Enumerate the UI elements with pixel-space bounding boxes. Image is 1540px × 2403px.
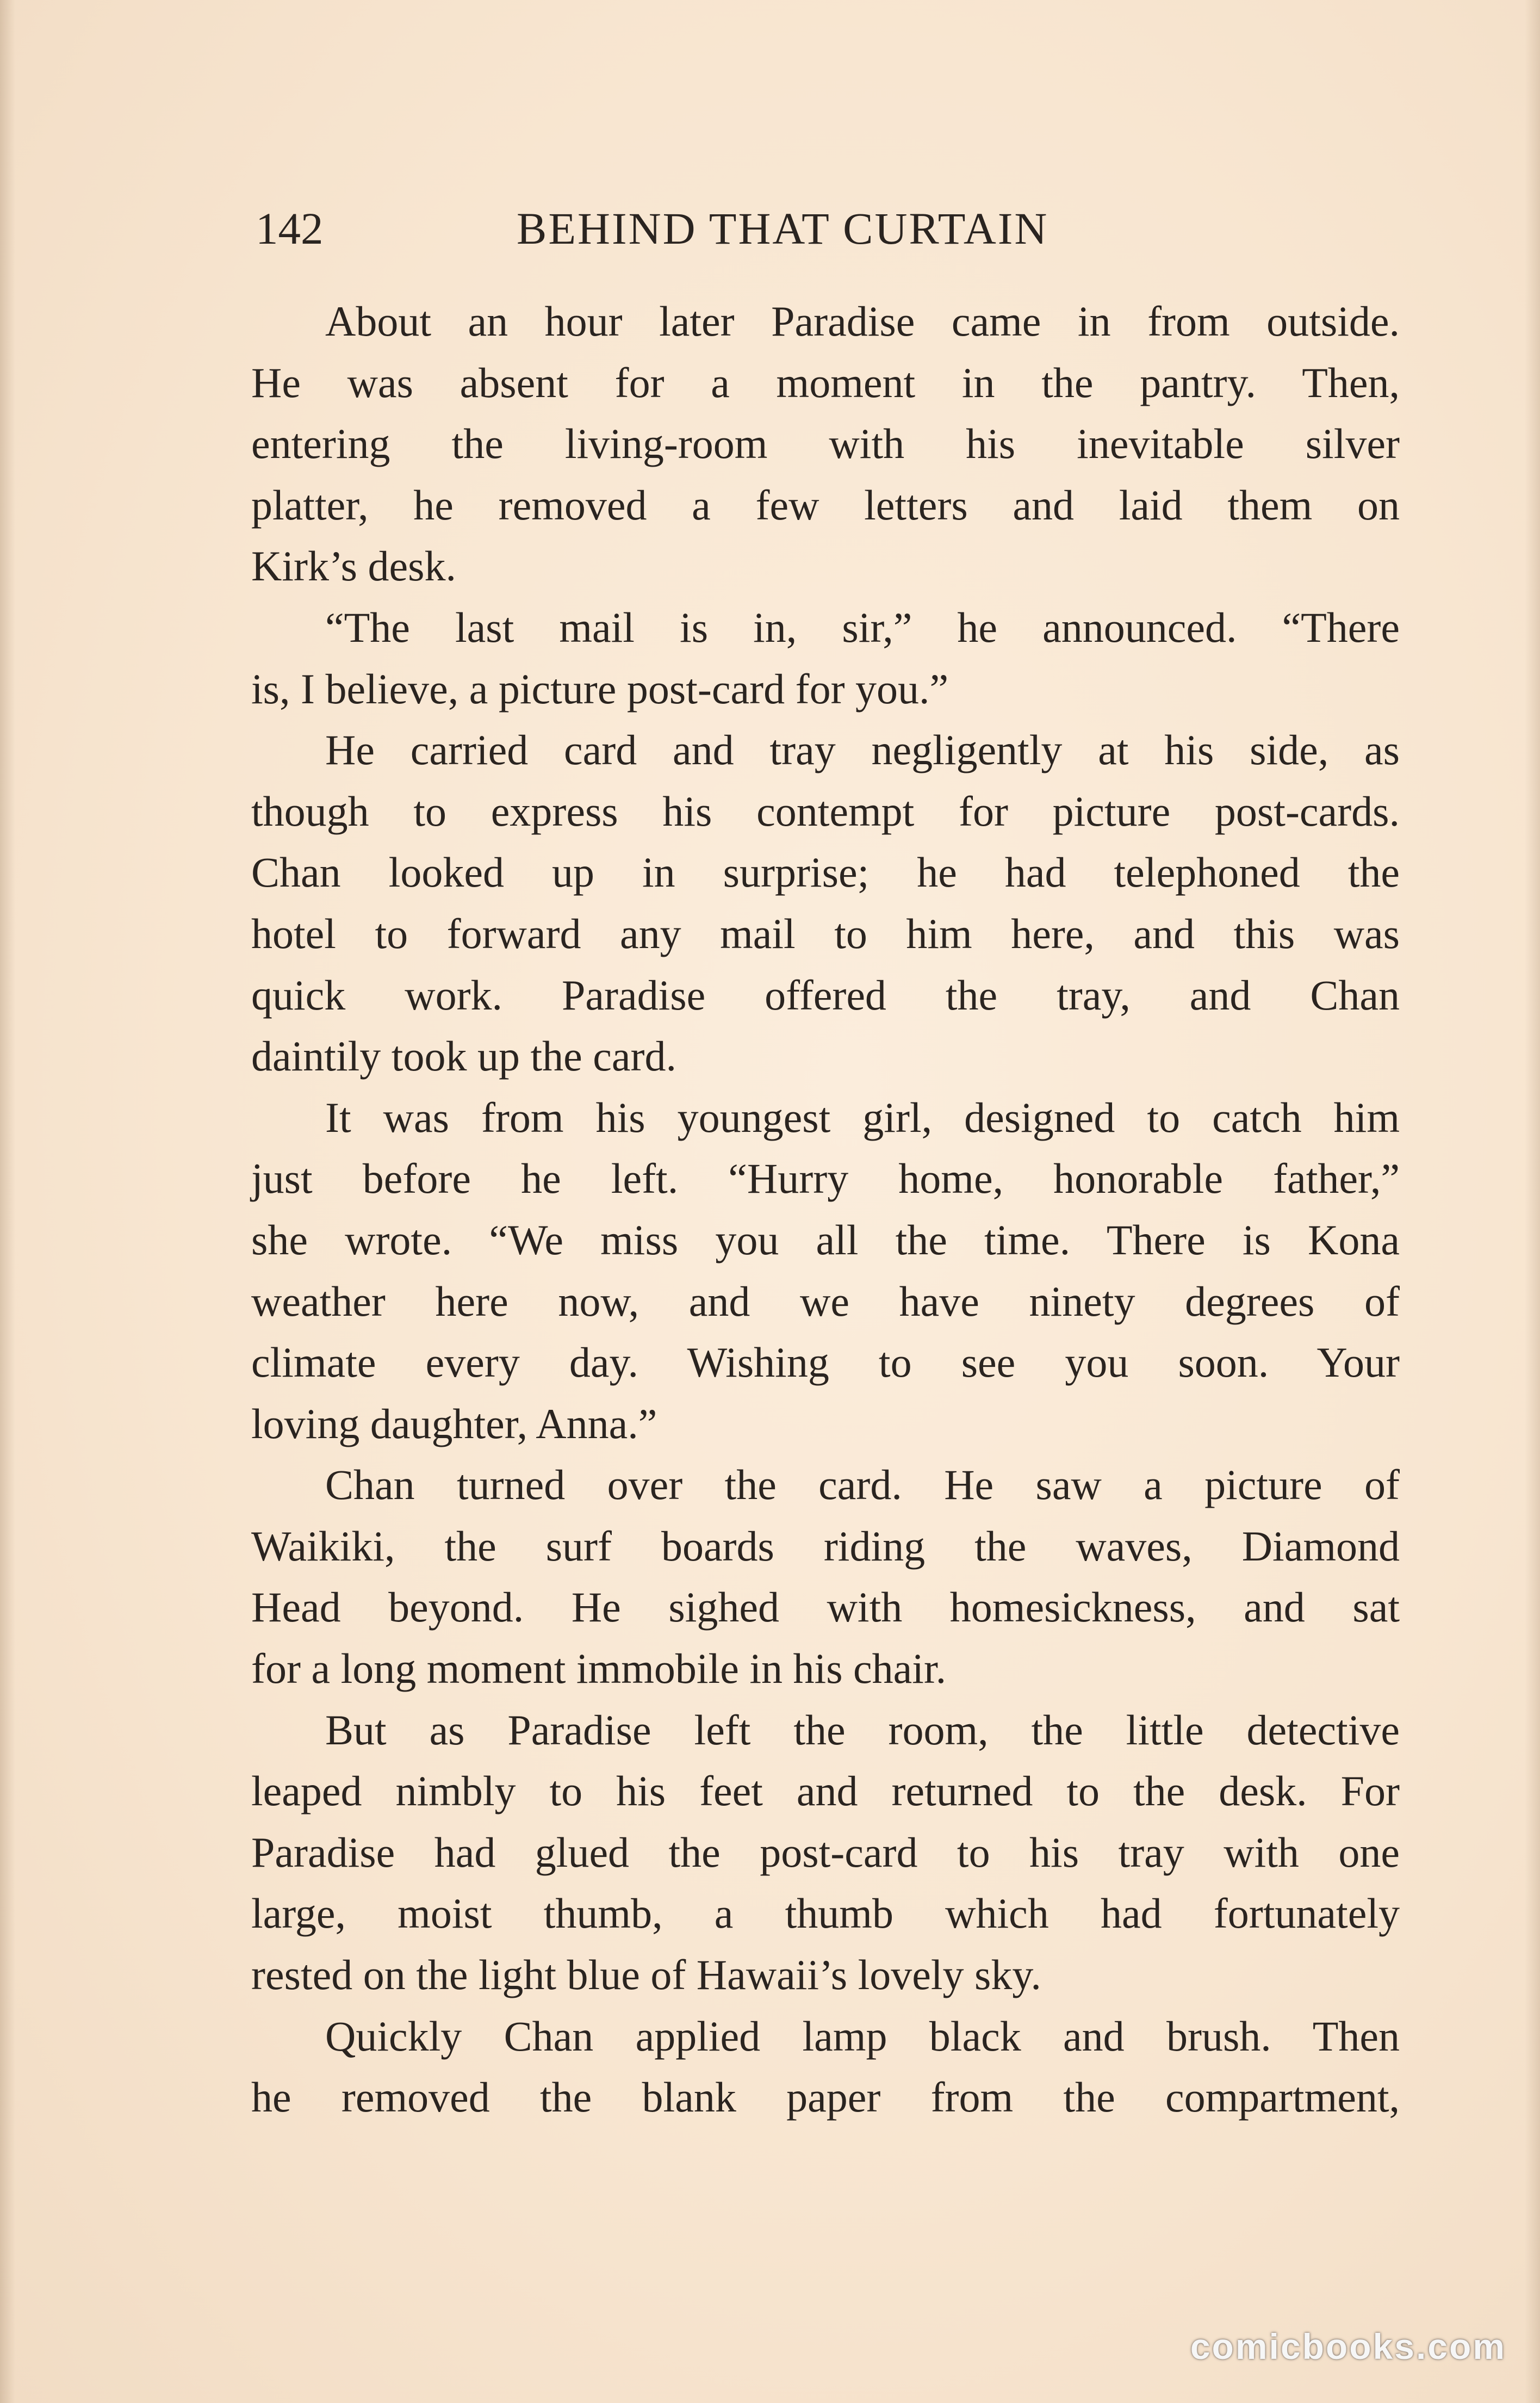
running-head — [256, 196, 1180, 261]
text-line: hotel to forward any mail to him here, and this was — [251, 909, 1400, 957]
text-line: weather here now, and we have ninety degrees of — [251, 1277, 1400, 1325]
text-line: platter, he removed a few letters and laid them on — [251, 481, 1400, 529]
page-edge-shadow-right — [1525, 0, 1540, 2403]
text-line: quick work. Paradise offered the tray, and Chan — [251, 971, 1400, 1019]
text-line: loving daughter, Anna.” — [251, 1399, 657, 1447]
text-line: is, I believe, a picture post-card for you.” — [251, 665, 949, 713]
text-line: Paradise had glued the post-card to his tray with one — [251, 1828, 1400, 1876]
page-edge-shadow-left — [0, 0, 15, 2403]
text-line: just before he left. “Hurry home, honorable father,” — [251, 1155, 1400, 1203]
text-line: rested on the light blue of Hawaii’s lovely sky. — [251, 1951, 1041, 1999]
text-line: Waikiki, the surf boards riding the waves, Diamond — [251, 1522, 1400, 1570]
text-line: He carried card and tray negligently at his side, as — [325, 726, 1400, 774]
running-title: BEHIND THAT CURTAIN — [517, 203, 1049, 253]
text-line: About an hour later Paradise came in from outside. — [325, 298, 1400, 345]
text-line: entering the living-room with his inevitable silver — [251, 420, 1400, 468]
text-line: large, moist thumb, a thumb which had fortunately — [251, 1890, 1400, 1937]
text-line: he removed the blank paper from the compartment, — [251, 2073, 1400, 2121]
page-number: 142 — [256, 203, 324, 253]
body-text — [251, 291, 1400, 2128]
text-line: for a long moment immobile in his chair. — [251, 1645, 947, 1693]
text-line: He was absent for a moment in the pantry. Then, — [251, 358, 1400, 406]
text-line: leaped nimbly to his feet and returned to the desk. For — [251, 1767, 1400, 1815]
text-line: Kirk’s desk. — [251, 542, 456, 590]
text-line: climate every day. Wishing to see you soon. Your — [251, 1339, 1400, 1386]
text-line: But as Paradise left the room, the little detective — [325, 1706, 1400, 1754]
text-line: “The last mail is in, sir,” he announced. “There — [325, 603, 1400, 651]
text-line: Head beyond. He sighed with homesickness, and sat — [251, 1583, 1400, 1631]
text-line: Chan looked up in surprise; he had telephoned the — [251, 849, 1400, 896]
text-line: though to express his contempt for picture post-cards. — [251, 787, 1400, 835]
text-line: daintily took up the card. — [251, 1032, 676, 1080]
text-line: It was from his youngest girl, designed to catch him — [325, 1093, 1400, 1141]
watermark-logo: comicbooks.com — [1190, 2326, 1506, 2367]
text-line: she wrote. “We miss you all the time. There is Kona — [251, 1216, 1400, 1264]
text-line: Quickly Chan applied lamp black and brush. Then — [325, 2012, 1400, 2060]
text-line: Chan turned over the card. He saw a picture of — [325, 1461, 1400, 1509]
